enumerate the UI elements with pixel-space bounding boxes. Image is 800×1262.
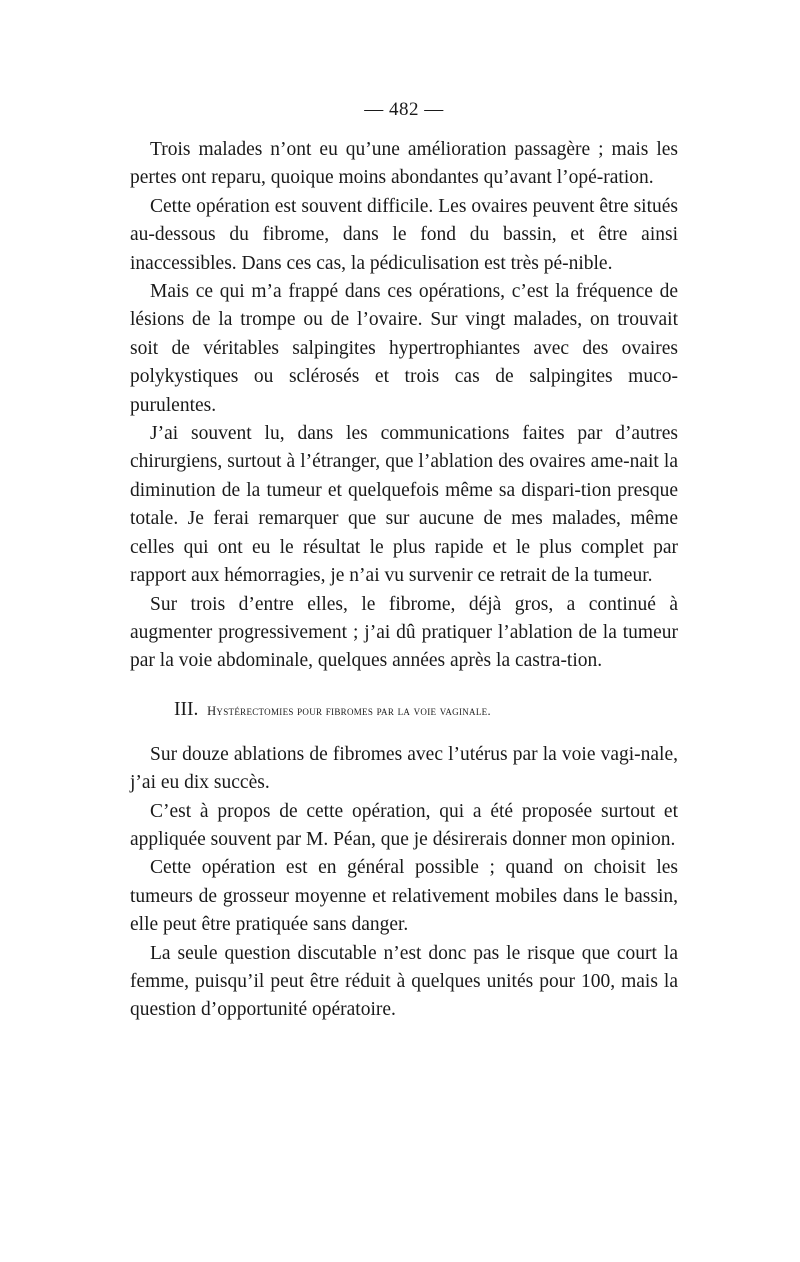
- paragraph: La seule question discutable n’est donc pas le risque que court la femme, puisqu’il peut être réduit à quelques unités pour 100, mais la question d’opportunité opératoire.: [130, 942, 678, 1021]
- paragraph: Mais ce qui m’a frappé dans ces opérations, c’est la fréquence de lésions de la trompe ou de l’ovaire. Sur vingt malades, on trouvait soit de véritables salpingites hypertrophiantes avec des ovaires polykystiques ou sclérosés et trois cas de salpingites muco-purulentes.: [130, 281, 678, 416]
- paragraph: Cette opération est souvent difficile. Les ovaires peuvent être situés au-dessous du fibrome, dans le fond du bassin, et être ainsi inaccessibles. Dans ces cas, la pédiculisation est très pé-nible.: [130, 195, 678, 274]
- paragraph: Sur douze ablations de fibromes avec l’utérus par la voie vagi-nale, j’ai eu dix succès.: [130, 743, 678, 794]
- paragraph: C’est à propos de cette opération, qui a été proposée surtout et appliquée souvent par M. Péan, que je désirerais donner mon opinion.: [130, 800, 678, 850]
- section-heading: [130, 698, 678, 723]
- paragraph: J’ai souvent lu, dans les communications faites par d’autres chirurgiens, surtout à l’étranger, que l’ablation des ovaires ame-nait la diminution de la tumeur et quelquefois même sa dispari-tion presque totale. Je ferai remarquer que sur aucune de mes malades, même celles qui ont eu le résultat le plus rapide et le plus complet par rapport aux hémorragies, je n’ai vu survenir ce retrait de la tumeur.: [130, 423, 678, 587]
- section-title: Hystérectomies pour fibromes par la voie vaginale.: [207, 703, 491, 718]
- page-number: — 482 —: [364, 99, 444, 120]
- book-page: [130, 98, 678, 1025]
- paragraph: Trois malades n’ont eu qu’une amélioration passagère ; mais les pertes ont reparu, quoique moins abondantes qu’avant l’opé-ration.: [130, 139, 678, 189]
- section-number: III.: [174, 698, 199, 720]
- paragraph: Cette opération est en général possible ; quand on choisit les tumeurs de grosseur moyenne et relativement mobiles dans le bassin, elle peut être pratiquée sans danger.: [130, 857, 678, 936]
- paragraph: Sur trois d’entre elles, le fibrome, déjà gros, a continué à augmenter progressivement ; j’ai dû pratiquer l’ablation de la tumeur par la voie abdominale, quelques années après la castra-tion.: [130, 593, 678, 672]
